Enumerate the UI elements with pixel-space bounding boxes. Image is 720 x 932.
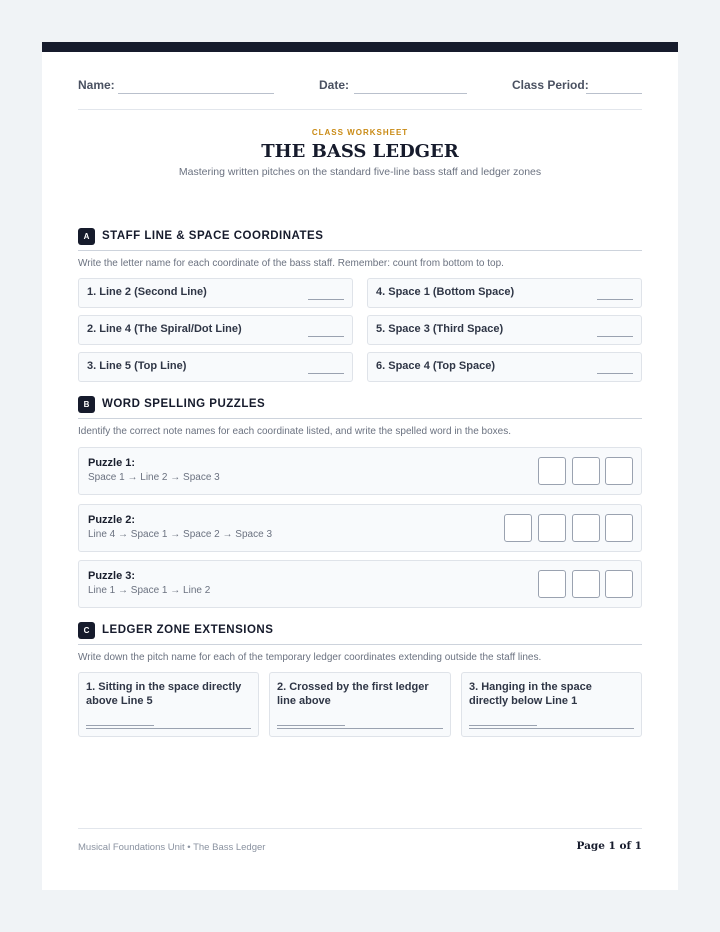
ledger-card[interactable] (269, 672, 451, 737)
coordinate-label: 1. Line 2 (Second Line) (87, 286, 207, 298)
answer-line[interactable] (308, 373, 344, 374)
coordinate-label: 4. Space 1 (Bottom Space) (376, 286, 515, 298)
letter-box[interactable] (605, 514, 633, 542)
ledger-prompt: 3. Hanging in the space directly below Line 1 (469, 681, 592, 707)
letter-box[interactable] (605, 570, 633, 598)
section-a-header (78, 228, 642, 252)
section-b-instruction: Identify the correct note names for each coordinate listed, and write the spelled word in the boxes. (78, 426, 512, 437)
puzzle-title: Puzzle 2: (88, 514, 136, 526)
coordinate-label: 5. Space 3 (Third Space) (376, 323, 504, 335)
letter-box[interactable] (504, 514, 532, 542)
section-a-title: STAFF LINE & SPACE COORDINATES (102, 230, 324, 242)
coordinate-label: 6. Space 4 (Top Space) (376, 360, 496, 372)
coordinate-card[interactable] (78, 315, 353, 345)
top-accent-bar (42, 42, 678, 52)
letter-box[interactable] (572, 514, 600, 542)
puzzle-sequence: Line 1 → Space 1 → Line 2 (88, 585, 211, 596)
coordinate-label: 3. Line 5 (Top Line) (87, 360, 187, 372)
ledger-prompt: 2. Crossed by the first ledger line above (277, 681, 429, 707)
puzzle-card (78, 447, 642, 495)
footer-unit-label: Musical Foundations Unit • The Bass Ledger (78, 842, 266, 853)
header-divider (78, 109, 642, 110)
puzzle-card (78, 560, 642, 608)
letter-box[interactable] (572, 457, 600, 485)
section-a-divider (78, 250, 642, 251)
answer-line[interactable] (469, 728, 634, 729)
puzzle-sequence: Space 1 → Line 2 → Space 3 (88, 472, 220, 483)
answer-line[interactable] (469, 725, 537, 726)
section-c-divider (78, 644, 642, 645)
puzzle-sequence: Line 4 → Space 1 → Space 2 → Space 3 (88, 529, 272, 540)
section-b-title: WORD SPELLING PUZZLES (102, 398, 266, 410)
page-subtitle: Mastering written pitches on the standard five-line bass staff and ledger zones (178, 166, 542, 178)
date-field[interactable] (354, 93, 467, 94)
answer-line[interactable] (277, 725, 345, 726)
page-title: THE BASS LEDGER (261, 141, 459, 162)
letter-box[interactable] (538, 457, 566, 485)
answer-line[interactable] (597, 299, 633, 300)
answer-line[interactable] (597, 336, 633, 337)
answer-line[interactable] (308, 299, 344, 300)
class-period-field[interactable] (586, 93, 642, 94)
section-c-instruction: Write down the pitch name for each of the temporary ledger coordinates extending outside the staff lines. (78, 652, 542, 663)
section-b-header (78, 396, 642, 420)
coordinate-card[interactable] (367, 315, 642, 345)
answer-line[interactable] (277, 728, 443, 729)
letter-box[interactable] (538, 514, 566, 542)
puzzle-title: Puzzle 3: (88, 570, 136, 582)
coordinate-card[interactable] (78, 352, 353, 382)
worksheet-page (42, 42, 678, 890)
answer-line[interactable] (308, 336, 344, 337)
date-label: Date: (319, 78, 350, 92)
section-a-badge: A (78, 228, 95, 245)
answer-line[interactable] (597, 373, 633, 374)
letter-box[interactable] (605, 457, 633, 485)
name-field[interactable] (118, 93, 274, 94)
section-a-instruction: Write the letter name for each coordinate of the bass staff. Remember: count from bottom to top. (78, 258, 504, 269)
section-b-badge: B (78, 396, 95, 413)
worksheet-eyebrow: CLASS WORKSHEET (311, 128, 409, 137)
coordinate-label: 2. Line 4 (The Spiral/Dot Line) (87, 323, 242, 335)
page-number: Page 1 of 1 (576, 840, 642, 852)
puzzle-title: Puzzle 1: (88, 457, 136, 469)
section-b-divider (78, 418, 642, 419)
coordinate-card[interactable] (367, 352, 642, 382)
letter-box[interactable] (538, 570, 566, 598)
answer-line[interactable] (86, 728, 251, 729)
letter-box[interactable] (572, 570, 600, 598)
ledger-card[interactable] (461, 672, 642, 737)
coordinate-card[interactable] (78, 278, 353, 308)
ledger-card[interactable] (78, 672, 259, 737)
section-c-badge: C (78, 622, 95, 639)
ledger-prompt: 1. Sitting in the space directly above Line 5 (86, 681, 242, 707)
name-label: Name: (78, 78, 115, 92)
student-info-fields (78, 76, 642, 100)
footer-divider (78, 828, 642, 829)
section-c-header (78, 622, 642, 646)
section-c-title: LEDGER ZONE EXTENSIONS (102, 624, 274, 636)
class-period-label: Class Period: (512, 78, 589, 92)
coordinate-card[interactable] (367, 278, 642, 308)
answer-line[interactable] (86, 725, 154, 726)
puzzle-card (78, 504, 642, 552)
